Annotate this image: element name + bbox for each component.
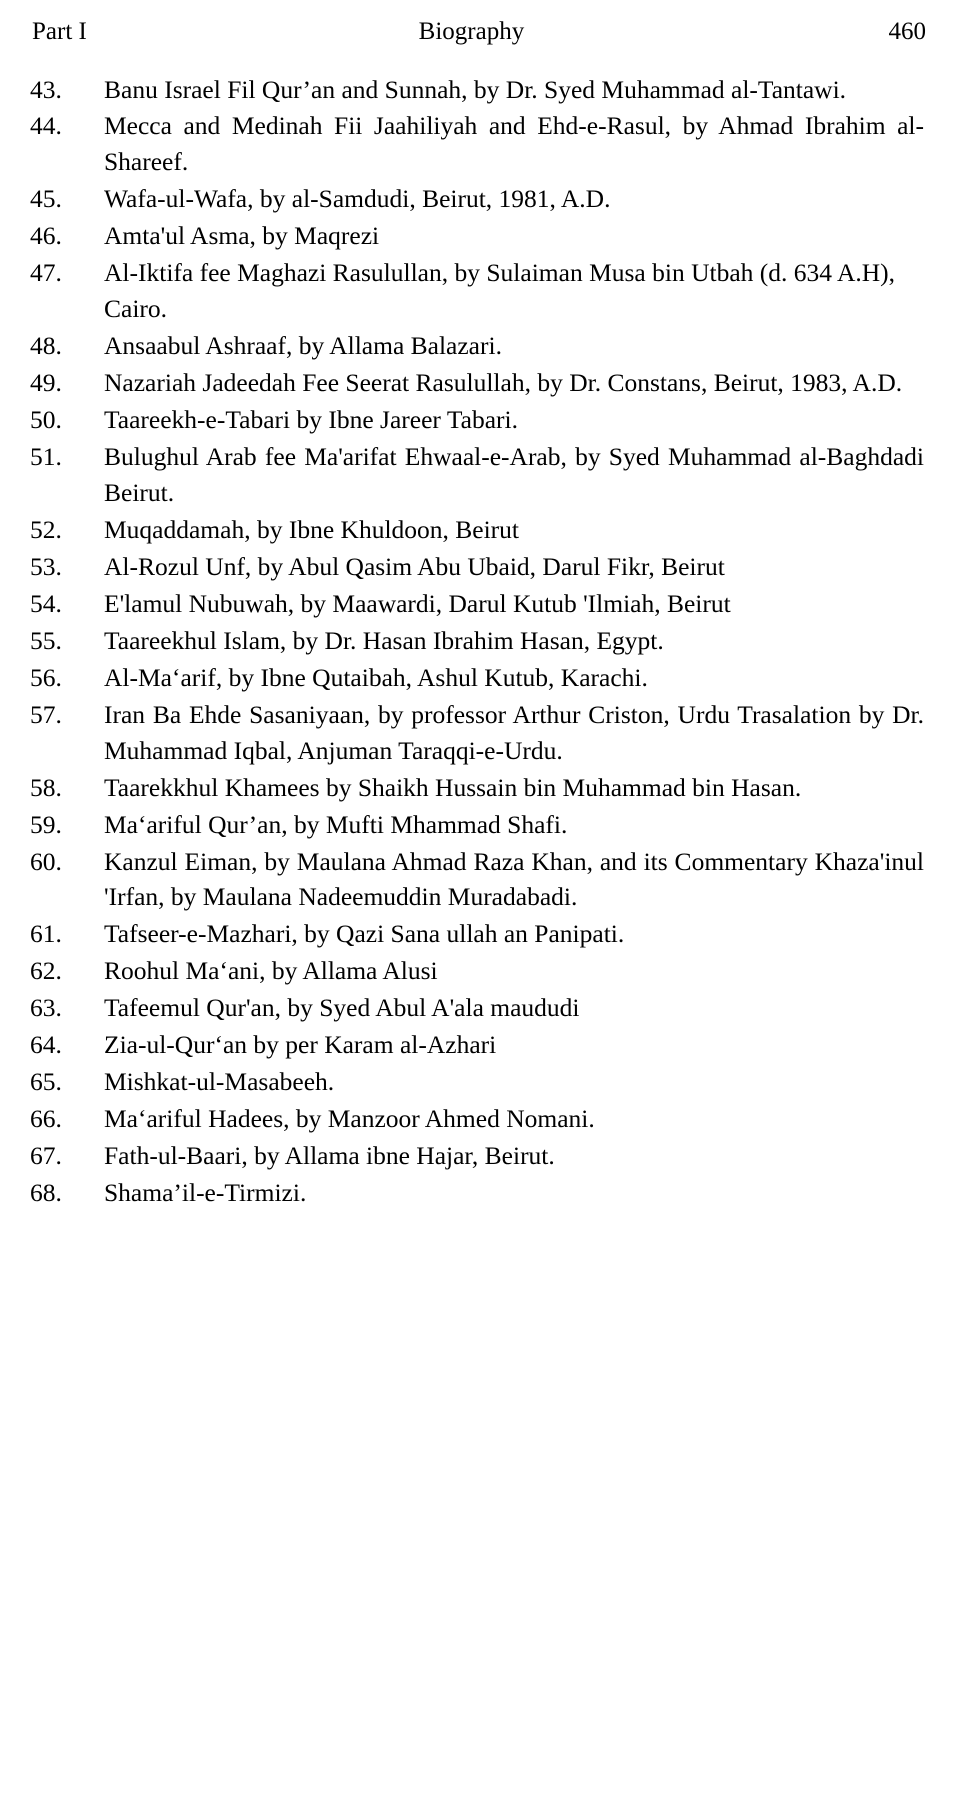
reference-item [30,1138,930,1174]
reference-text: E'lamul Nubuwah, by Maawardi, Darul Kutub 'Ilmiah, Beirut [104,588,731,618]
reference-text: Taareekh-e-Tabari by Ibne Jareer Tabari. [104,405,518,435]
reference-number: 62. [30,956,62,986]
reference-item [30,1101,930,1137]
reference-text: Tafeemul Qur'an, by Syed Abul A'ala maududi [104,993,580,1023]
reference-text: Mecca and Medinah Fii Jaahiliyah and Ehd-e-Rasul, by Ahmad Ibrahim al- Shareef. [104,111,924,177]
reference-number: 46. [30,221,62,251]
reference-item [30,328,930,364]
reference-text: Wafa-ul-Wafa, by al-Samdudi, Beirut, 1981, A.D. [104,184,611,214]
reference-number: 58. [30,772,62,802]
reference-number: 57. [30,699,62,729]
reference-text: Ma‘ariful Hadees, by Manzoor Ahmed Nomani. [104,1104,595,1134]
reference-item [30,255,930,327]
reference-item [30,953,930,989]
reference-number: 60. [30,846,62,876]
reference-item [30,108,930,180]
reference-text: Tafseer-e-Mazhari, by Qazi Sana ullah an Panipati. [104,919,625,949]
reference-text: Iran Ba Ehde Sasaniyaan, by professor Arthur Criston, Urdu Trasalation by Dr. Muhammad Iqbal, Anjuman Taraqqi-e-Urdu. [104,699,924,765]
running-head [30,18,930,46]
reference-text: Ma‘ariful Qur’an, by Mufti Mhammad Shafi. [104,809,568,839]
reference-item [30,365,930,401]
reference-item [30,1064,930,1100]
reference-text: Roohul Ma‘ani, by Allama Alusi [104,956,438,986]
reference-text: Ansaabul Ashraaf, by Allama Balazari. [104,331,502,361]
reference-item [30,697,930,769]
reference-number: 67. [30,1141,62,1171]
reference-number: 61. [30,919,62,949]
running-head-title: Biography [418,18,525,45]
reference-text: Al-Ma‘arif, by Ibne Qutaibah, Ashul Kutub, Karachi. [104,662,648,692]
reference-text: Taareekhul Islam, by Dr. Hasan Ibrahim Hasan, Egypt. [104,625,664,655]
reference-number: 55. [30,625,62,655]
reference-number: 66. [30,1104,62,1134]
reference-item [30,549,930,585]
reference-number: 47. [30,258,62,288]
reference-number: 50. [30,405,62,435]
reference-item [30,770,930,806]
reference-text: Bulughul Arab fee Ma'arifat Ehwaal-e-Arab, by Syed Muhammad al-Baghdadi Beirut. [104,442,924,507]
reference-text: Banu Israel Fil Qur’an and Sunnah, by Dr. Syed Muhammad al-Tantawi. [104,74,847,104]
reference-number: 43. [30,74,62,104]
reference-item [30,512,930,548]
reference-text: Kanzul Eiman, by Maulana Ahmad Raza Khan, and its Commentary Khaza'inul 'Irfan, by Maulana Nadeemuddin Muradabadi. [104,846,924,912]
reference-item [30,1175,930,1211]
reference-number: 44. [30,111,62,141]
running-head-part: Part I [32,18,87,45]
reference-number: 52. [30,514,62,544]
reference-item [30,218,930,254]
reference-number: 48. [30,331,62,361]
reference-item [30,439,930,511]
reference-text: Al-Iktifa fee Maghazi Rasulullan, by Sulaiman Musa bin Utbah (d. 634 A.H), Cairo. [104,258,896,324]
reference-number: 56. [30,662,62,692]
reference-text: Taarekkhul Khamees by Shaikh Hussain bin Muhammad bin Hasan. [104,772,802,802]
reference-item [30,181,930,217]
reference-number: 65. [30,1067,62,1097]
reference-item [30,402,930,438]
reference-text: Mishkat-ul-Masabeeh. [104,1067,335,1097]
reference-item [30,990,930,1026]
reference-item [30,844,930,916]
reference-text: Zia-ul-Qur‘an by per Karam al-Azhari [104,1030,497,1060]
reference-text: Fath-ul-Baari, by Allama ibne Hajar, Beirut. [104,1141,555,1171]
reference-item [30,660,930,696]
reference-number: 49. [30,368,62,398]
reference-text: Muqaddamah, by Ibne Khuldoon, Beirut [104,514,520,544]
reference-item [30,807,930,843]
reference-number: 63. [30,993,62,1023]
reference-number: 53. [30,551,62,581]
reference-item [30,623,930,659]
reference-number: 45. [30,184,62,214]
reference-text: Amta'ul Asma, by Maqrezi [104,221,380,251]
reference-number: 68. [30,1178,62,1208]
reference-item [30,586,930,622]
reference-text: Al-Rozul Unf, by Abul Qasim Abu Ubaid, Darul Fikr, Beirut [104,551,725,581]
reference-item [30,916,930,952]
reference-item [30,1027,930,1063]
reference-text: Shama’il-e-Tirmizi. [104,1178,307,1208]
reference-number: 51. [30,442,62,472]
page-number: 460 [888,18,926,45]
reference-number: 64. [30,1030,62,1060]
reference-number: 59. [30,809,62,839]
reference-text: Nazariah Jadeedah Fee Seerat Rasulullah, by Dr. Constans, Beirut, 1983, A.D. [104,368,903,398]
reference-list [30,72,930,1212]
reference-item [30,72,930,108]
reference-number: 54. [30,588,62,618]
